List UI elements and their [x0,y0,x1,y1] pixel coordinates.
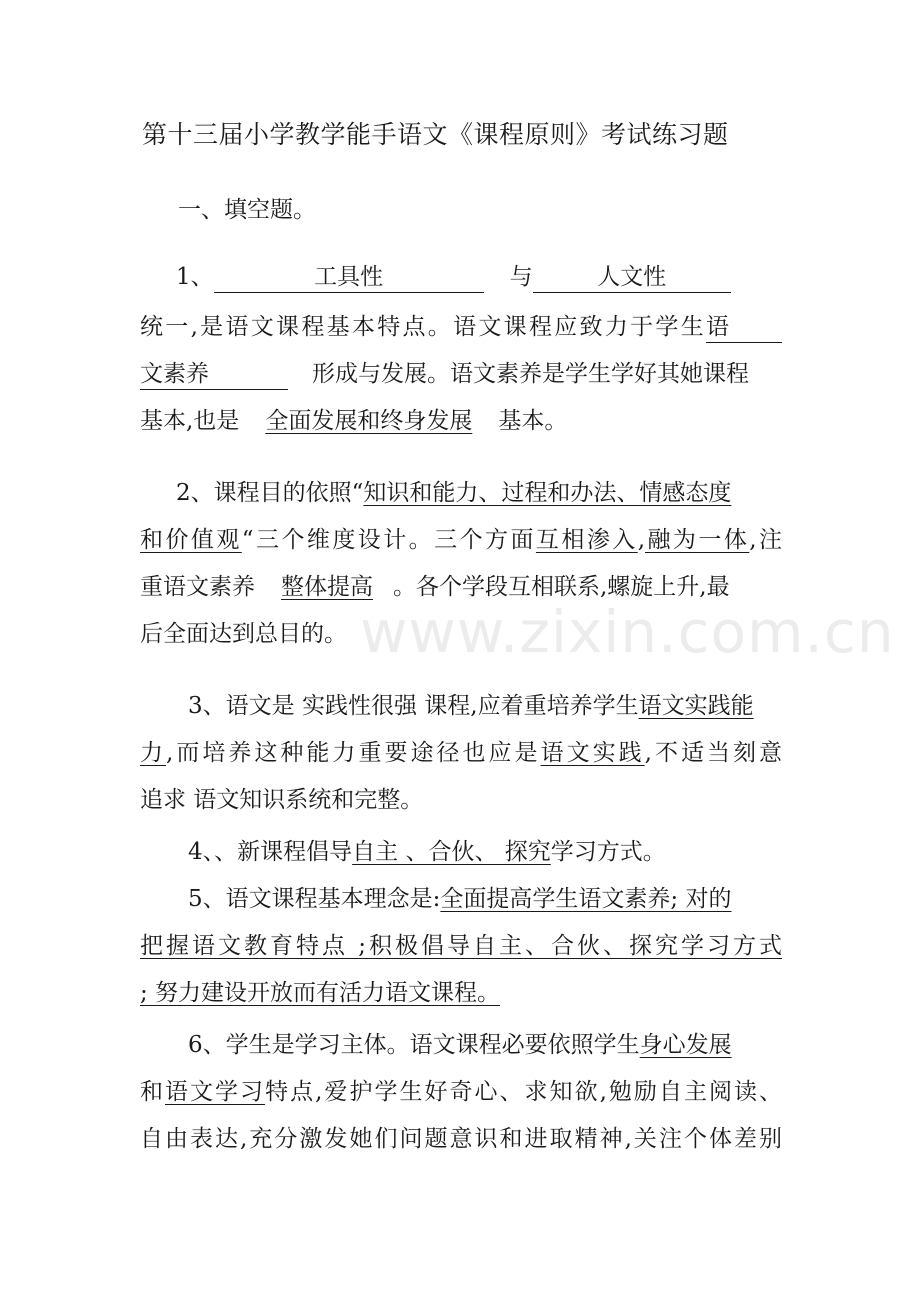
q3-line1 [188,691,782,721]
q2-text-1a: 2、课程目的依照“ [176,480,364,506]
q1-answer-3a: 语 [706,314,729,340]
q1-number: 1、 [176,264,214,290]
document-title: 第十三届小学教学能手语文《课程原则》考试练习题 [142,120,729,149]
q5-line3 [140,978,782,1008]
q1-answer-blank-3 [706,312,782,343]
q1-text-2a: 统一,是语文课程基本特点。语文课程应致力于学生 [140,314,706,340]
q6-text-2a: 和 [140,1079,166,1105]
q3-answer-1b: 力 [140,740,167,766]
q1-answer-blank-2 [533,262,731,293]
q3-line3: 追求 语文知识系统和完整。 [140,787,424,813]
watermark: www.zixin.com.cn [360,598,895,666]
q3-answer-1: 语文实践能 [638,693,754,719]
q1-line4 [140,406,782,436]
q6-answer-1: 身心发展 [639,1032,732,1058]
q5-line1 [188,884,782,914]
q2-line1 [176,478,782,508]
q6-line1 [188,1030,782,1060]
q3-line2 [140,738,782,768]
q2-line2 [140,525,782,555]
q3-text-2b: ,而培养这种能力重要途径也应是 [166,740,541,766]
q6-line3: 自由表达,充分激发她们问题意识和进取精神,关注个体差别 [140,1126,782,1152]
q6-line2 [140,1077,782,1107]
q1-line2 [140,312,782,343]
q2-answer-1b: 和价值观 [140,527,242,553]
q6-answer-2: 语文学习 [165,1079,266,1105]
q2-text-2b: “三个维度设计。三个方面 [241,527,536,553]
q3-answer-2: 语文实践 [540,740,645,766]
q3-text-2d: ,不适当刻意 [644,740,783,766]
q6-text-1a: 6、学生是学习主体。语文课程必要依照学生 [188,1032,640,1058]
q1-answer-3b: 文素养 [140,361,209,387]
q4-text-a: 4、、新课程倡导 [188,839,353,865]
q1-line1 [176,262,818,293]
q5-line2: 把握语文教育特点 ;积极倡导自主、合伙、探究学习方式 [140,933,782,959]
q5-text-1a: 5、语文课程基本理念是: [188,886,441,912]
q3-text-1a: 3、语文是 实践性很强 课程,应着重培养学生 [188,693,639,719]
q2-line4: 后全面达到总目的。 [140,621,347,647]
q1-text-4c: 基本。 [498,408,568,434]
q2-answer-2: 互相渗入 [535,527,638,553]
q2-text-2f: ,注 [749,527,783,553]
q4-text-c: 学习方式。 [550,839,666,865]
q1-answer-blank-3b [140,359,288,390]
q1-connector: 与 [509,264,533,290]
q2-text-2d: , [637,527,646,553]
q1-text-3b: 形成与发展。语文素养是学生学好其她课程 [312,361,749,387]
q2-answer-3: 融为一体 [645,527,750,553]
q6-text-2c: 特点,爱护学生好奇心、求知欲,勉励自主阅读、 [265,1079,783,1105]
q1-line3 [140,359,782,390]
q4-answer: 自主 、合伙、 探究 [352,839,551,865]
section-heading: 一、填空题。 [178,197,316,223]
q2-text-3a: 重语文素养 [140,574,255,600]
q5-answer-3: ; 努力建设开放而有活力语文课程。 [140,980,501,1006]
q1-answer-2: 人文性 [597,264,667,290]
q4-line1 [188,837,782,867]
q2-text-3c: 。各个学段互相联系,螺旋上升,最 [393,574,730,600]
q2-answer-1: 知识和能力、过程和办法、情感态度 [363,480,732,506]
q1-text-4a: 基本,也是 [140,408,240,434]
q1-answer-4: 全面发展和终身发展 [265,408,473,434]
q2-answer-4: 整体提高 [281,574,373,600]
q1-answer-1: 工具性 [314,264,384,290]
q5-answer-1: 全面提高学生语文素养; 对的 [440,886,732,912]
q1-answer-blank-1 [214,262,484,293]
